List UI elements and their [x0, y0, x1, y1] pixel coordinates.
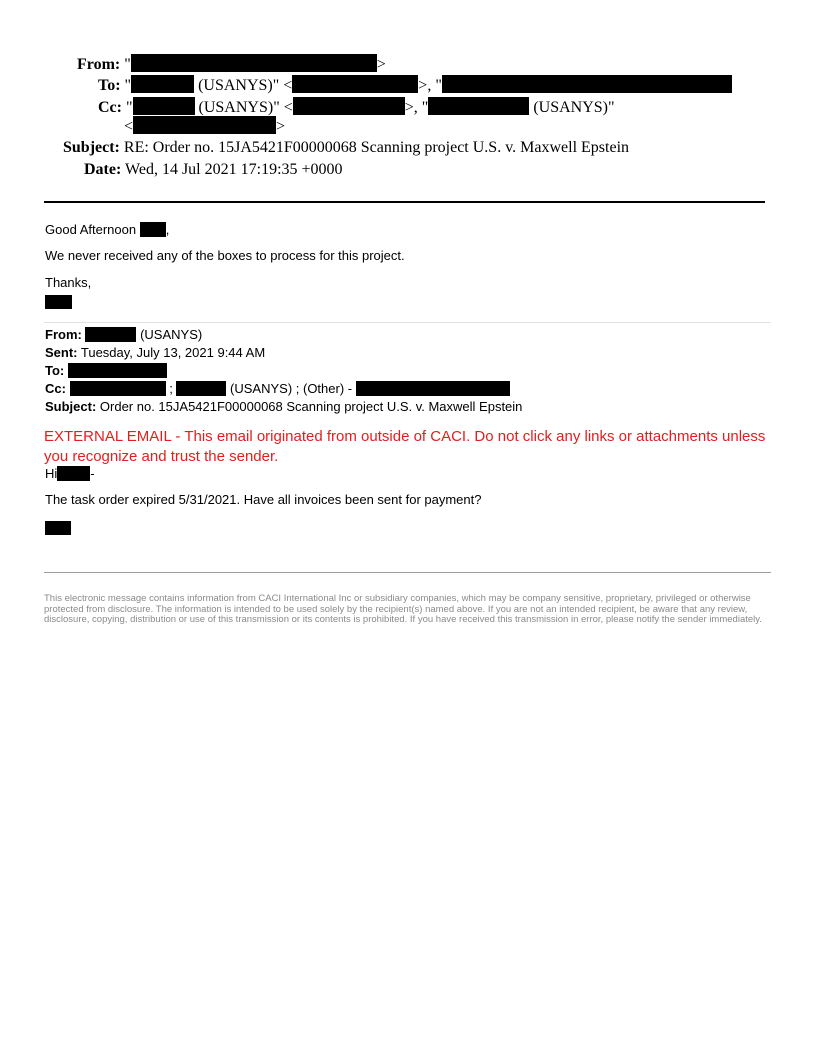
greeting-comma: ,: [165, 222, 170, 237]
cc-mid: (USANYS)" <: [194, 99, 293, 116]
redaction-box: [428, 97, 529, 115]
original-cc-mid1: ;: [165, 381, 177, 396]
reply-greeting: [45, 222, 169, 238]
redaction-box: [68, 363, 167, 378]
cc-open-quote: ": [125, 99, 133, 116]
hi-dash: -: [90, 466, 95, 481]
original-from-label: From:: [45, 327, 82, 342]
external-email-warning: EXTERNAL EMAIL - This email originated from outside of CACI. Do not click any links or attachments unless you recognize and trust the sender.: [44, 428, 766, 465]
redaction-box: [57, 466, 90, 481]
header-from-row: [77, 54, 386, 74]
greeting-text: Good Afternoon: [45, 222, 140, 237]
redaction-box: [85, 327, 136, 342]
original-hi-row: [45, 466, 95, 482]
redaction-box: [176, 381, 226, 396]
reply-signature: [45, 294, 72, 310]
header-cc-row-continued: [124, 116, 285, 136]
original-signature: [45, 520, 71, 536]
original-cc-label: Cc:: [45, 381, 66, 396]
original-sent-row: [45, 345, 265, 361]
header-subject-row: [63, 138, 629, 157]
original-cc-row: [45, 381, 510, 397]
original-subject-row: [45, 399, 522, 415]
header-date-row: [84, 160, 343, 179]
original-body: The task order expired 5/31/2021. Have all invoices been sent for payment?: [45, 492, 482, 507]
reply-line: We never received any of the boxes to process for this project.: [45, 248, 405, 263]
original-cc-mid2: (USANYS) ; (Other) -: [226, 381, 356, 396]
subject-value: RE: Order no. 15JA5421F00000068 Scanning project U.S. v. Maxwell Epstein: [123, 139, 630, 156]
original-from-row: [45, 327, 202, 343]
cc-sep: >, ": [404, 99, 429, 116]
redaction-box: [133, 116, 276, 134]
cc-end: (USANYS)": [529, 99, 615, 116]
from-open-quote: ": [124, 56, 131, 73]
original-to-row: [45, 363, 167, 379]
legal-disclaimer: This electronic message contains information from CACI International Inc or subsidiary companies, which may be company sensitive, proprietary, privileged or otherwise protected from disclosure. The information is intended to be used solely by the recipient(s) named above. If you are not an intended recipient, be aware that any review, disclosure, copying, distribution or use of this transmission or its contents is prohibited. If you have received this transmission in error, please notify the sender immediately.: [44, 593, 762, 625]
redaction-box: [292, 75, 418, 93]
to-label: To:: [98, 77, 121, 94]
redaction-box: [442, 75, 732, 93]
redaction-box: [45, 295, 72, 309]
cc-line2-close: >: [276, 118, 286, 135]
hi-text: Hi: [45, 466, 58, 481]
from-close: >: [376, 56, 386, 73]
header-divider: [44, 201, 765, 203]
date-label: Date:: [84, 161, 122, 178]
disclaimer-divider: [44, 572, 771, 573]
header-cc-row: [98, 97, 615, 117]
original-subject-value: Order no. 15JA5421F00000068 Scanning project U.S. v. Maxwell Epstein: [96, 399, 523, 414]
subject-label: Subject:: [63, 139, 120, 156]
redaction-box: [133, 97, 195, 115]
original-to-label: To:: [45, 363, 65, 378]
redaction-box: [356, 381, 510, 396]
original-sent-label: Sent:: [45, 345, 78, 360]
redaction-box: [45, 521, 71, 535]
header-to-row: [98, 75, 732, 95]
reply-signoff: Thanks,: [45, 275, 92, 290]
to-sep: >, ": [418, 77, 442, 94]
redaction-box: [70, 381, 166, 396]
cc-line2-open: <: [124, 118, 134, 135]
quoted-divider: [44, 322, 771, 323]
original-subject-label: Subject:: [45, 399, 97, 414]
to-open-quote: ": [124, 77, 132, 94]
original-from-suffix: (USANYS): [136, 327, 203, 342]
to-mid: (USANYS)" <: [194, 77, 293, 94]
redaction-box: [140, 222, 166, 237]
original-sent-value: Tuesday, July 13, 2021 9:44 AM: [77, 345, 266, 360]
date-value: Wed, 14 Jul 2021 17:19:35 +0000: [125, 161, 343, 178]
redaction-box: [131, 75, 194, 93]
redaction-box: [131, 54, 377, 72]
from-label: From:: [77, 56, 121, 73]
cc-label: Cc:: [98, 99, 122, 116]
redaction-box: [293, 97, 405, 115]
